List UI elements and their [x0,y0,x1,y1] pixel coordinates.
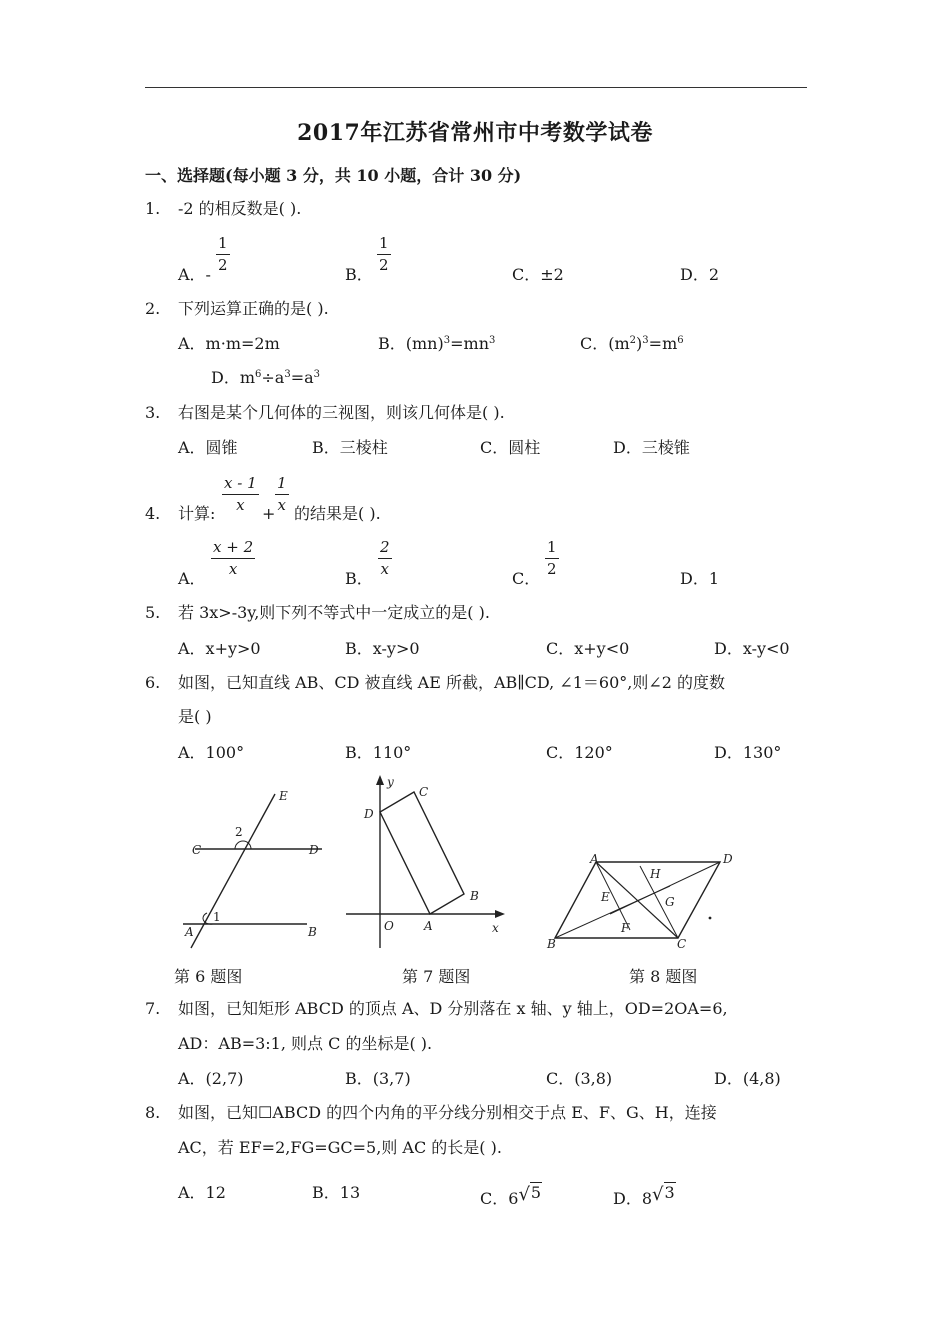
q6-option-a: A．100° [178,743,245,762]
q2-d-post: =a [290,368,314,387]
q4-f1-numerator: x - 1 [222,476,259,495]
q4-c-numerator: 1 [545,540,559,559]
label-g: G [665,895,675,909]
header-rule [145,87,807,88]
label-angle-2: 2 [235,825,243,839]
label-c: C [192,843,202,857]
q4-fraction-1 [222,476,259,513]
q2-c-post: =m [648,334,678,353]
q4-option-c-label: C． [512,569,541,588]
q4-option-b-fraction [378,540,392,577]
q6-option-d: D．130° [714,743,782,762]
q1-a-numerator: 1 [216,236,230,255]
section-heading: 一、选择题(每小题 3 分，共 10 小题，合计 30 分) [145,166,522,185]
q1-b-denominator: 2 [379,256,389,274]
q6-option-c: C．120° [546,743,613,762]
label-a: A [590,852,599,866]
q2-d-mid: ÷a [261,368,285,387]
q7-option-c: C．(3,8) [546,1069,613,1088]
q7-stem-line1: 如图，已知矩形 ABCD 的顶点 A、D 分别落在 x 轴、y 轴上，OD=2OA=6, [178,999,728,1018]
q4-f1-denominator: x [236,496,245,514]
q4-option-c-fraction [545,540,559,577]
label-y: y [387,775,394,789]
q8-stem-line1: 如图，已知☐ABCD 的四个内角的平分线分别相交于点 E、F、G、H，连接 [178,1103,717,1122]
q6-stem-line1: 如图，已知直线 AB、CD 被直线 AE 所截，AB∥CD, ∠1＝60°,则∠2 的度数 [178,673,726,692]
q4-number: 4. [145,504,161,523]
q2-b-text: B．(mn) [378,334,444,353]
q3-stem: 右图是某个几何体的三视图，则该几何体是( ). [178,403,505,422]
figure-6 [175,780,325,950]
q5-option-d: D．x-y<0 [714,639,790,658]
q2-stem: 下列运算正确的是( ). [178,299,329,318]
q4-stem-suffix: 的结果是( ). [294,504,381,523]
q8-stem-line2: AC，若 EF=2,FG=GC=5,则 AC 的长是( ). [178,1138,502,1157]
q4-a-denominator: x [228,560,238,578]
label-d: D [364,807,374,821]
label-c: C [419,785,429,799]
q8-option-a: A．12 [178,1183,226,1202]
q2-c-mid: ) [636,334,643,353]
label-d: D [723,852,733,866]
q1-b-numerator: 1 [377,236,391,255]
q1-option-b-fraction [377,236,391,273]
label-c: C [677,937,687,951]
q8-option-d [613,1185,676,1207]
q4-c-denominator: 2 [547,560,557,578]
q4-a-numerator: x + 2 [211,540,255,559]
line-ae [191,794,275,948]
label-d: D [309,843,319,857]
label-b: B [470,889,479,903]
q7-number: 7. [145,999,161,1018]
q5-option-b: B．x-y>0 [345,639,420,658]
q6-stem-line2: 是( ) [178,707,212,726]
q2-c-exp3: 6 [677,335,684,346]
q2-option-c [580,336,684,352]
label-b: B [547,937,556,951]
q8-c-radical-sign: √ [518,1184,530,1205]
q4-option-b-label: B． [345,569,373,588]
q8-d-label: D．8 [613,1189,653,1208]
figure-8 [540,848,733,953]
q4-fraction-2 [275,476,289,513]
q8-option-c [480,1185,542,1207]
label-angle-1: 1 [213,910,221,924]
q1-stem: -2 的相反数是( ). [178,199,302,218]
label-e: E [601,890,610,904]
q2-b-exp2: 3 [489,335,496,346]
q2-number: 2. [145,299,161,318]
q4-plus-sign: + [262,504,276,523]
label-a: A [424,919,433,933]
q4-stem-prefix: 计算: [178,504,216,523]
q4-option-a-label: A． [178,569,206,588]
q1-option-c: C．±2 [512,265,564,284]
q2-option-a: A．m·m=2m [178,334,280,353]
q8-option-b: B．13 [312,1183,361,1202]
q4-option-a-fraction [211,540,255,577]
q1-a-denominator: 2 [218,256,228,274]
q2-d-text: D．m [211,368,256,387]
q7-option-b: B．(3,7) [345,1069,411,1088]
q1-option-a-fraction [216,236,230,273]
q1-option-a-label: A．- [178,265,211,284]
label-x: x [492,921,499,935]
q5-number: 5. [145,603,161,622]
q5-option-c: C．x+y<0 [546,639,630,658]
q1-number: 1. [145,199,161,218]
q3-option-d: D．三棱锥 [613,438,690,457]
rectangle-abcd [380,792,464,914]
q2-d-exp2: 3 [284,369,291,380]
label-a: A [185,925,194,939]
q2-option-b [378,336,495,352]
q8-d-radical-sign: √ [652,1184,664,1205]
q7-option-a: A．(2,7) [178,1069,244,1088]
q2-c-exp1: 2 [629,335,637,346]
q6-number: 6. [145,673,161,692]
q2-d-exp1: 6 [255,369,262,380]
q4-b-numerator: 2 [378,540,392,559]
figure-7 [340,772,510,952]
q3-option-a: A．圆锥 [178,438,238,457]
stray-mark [709,917,712,920]
q6-option-b: B．110° [345,743,412,762]
q2-d-exp3: 3 [313,369,321,380]
q3-number: 3. [145,403,161,422]
q2-b-exp1: 3 [443,335,451,346]
x-axis-arrow [495,910,505,918]
label-o: O [384,919,394,933]
q3-option-c: C．圆柱 [480,438,541,457]
q4-b-denominator: x [380,560,389,578]
q7-stem-line2: AD：AB=3:1, 则点 C 的坐标是( ). [178,1034,433,1053]
q2-b-mid: =mn [450,334,489,353]
q2-c-text: C．(m [580,334,630,353]
q4-f2-numerator: 1 [275,476,289,495]
q5-option-a: A．x+y>0 [178,639,261,658]
label-h: H [650,867,661,881]
label-e: E [279,789,288,803]
q3-option-b: B．三棱柱 [312,438,388,457]
q8-c-label: C．6 [480,1189,519,1208]
q4-option-d: D．1 [680,569,720,588]
q4-f2-denominator: x [277,496,286,514]
q8-c-radicand: 5 [530,1183,542,1202]
q2-c-exp2: 3 [642,335,649,346]
figure-6-caption: 第 6 题图 [174,967,243,986]
q1-option-d: D．2 [680,265,720,284]
q8-number: 8. [145,1103,161,1122]
label-f: F [621,921,630,935]
q1-option-b-label: B． [345,265,373,284]
figure-8-caption: 第 8 题图 [629,967,698,986]
figure-7-caption: 第 7 题图 [402,967,471,986]
q5-stem: 若 3x>-3y,则下列不等式中一定成立的是( ). [178,603,490,622]
label-b: B [308,925,317,939]
y-axis-arrow [376,775,384,785]
q7-option-d: D．(4,8) [714,1069,781,1088]
q2-option-d [211,370,320,386]
page-title: 2017年江苏省常州市中考数学试卷 [297,120,653,146]
q8-d-radicand: 3 [664,1183,675,1202]
